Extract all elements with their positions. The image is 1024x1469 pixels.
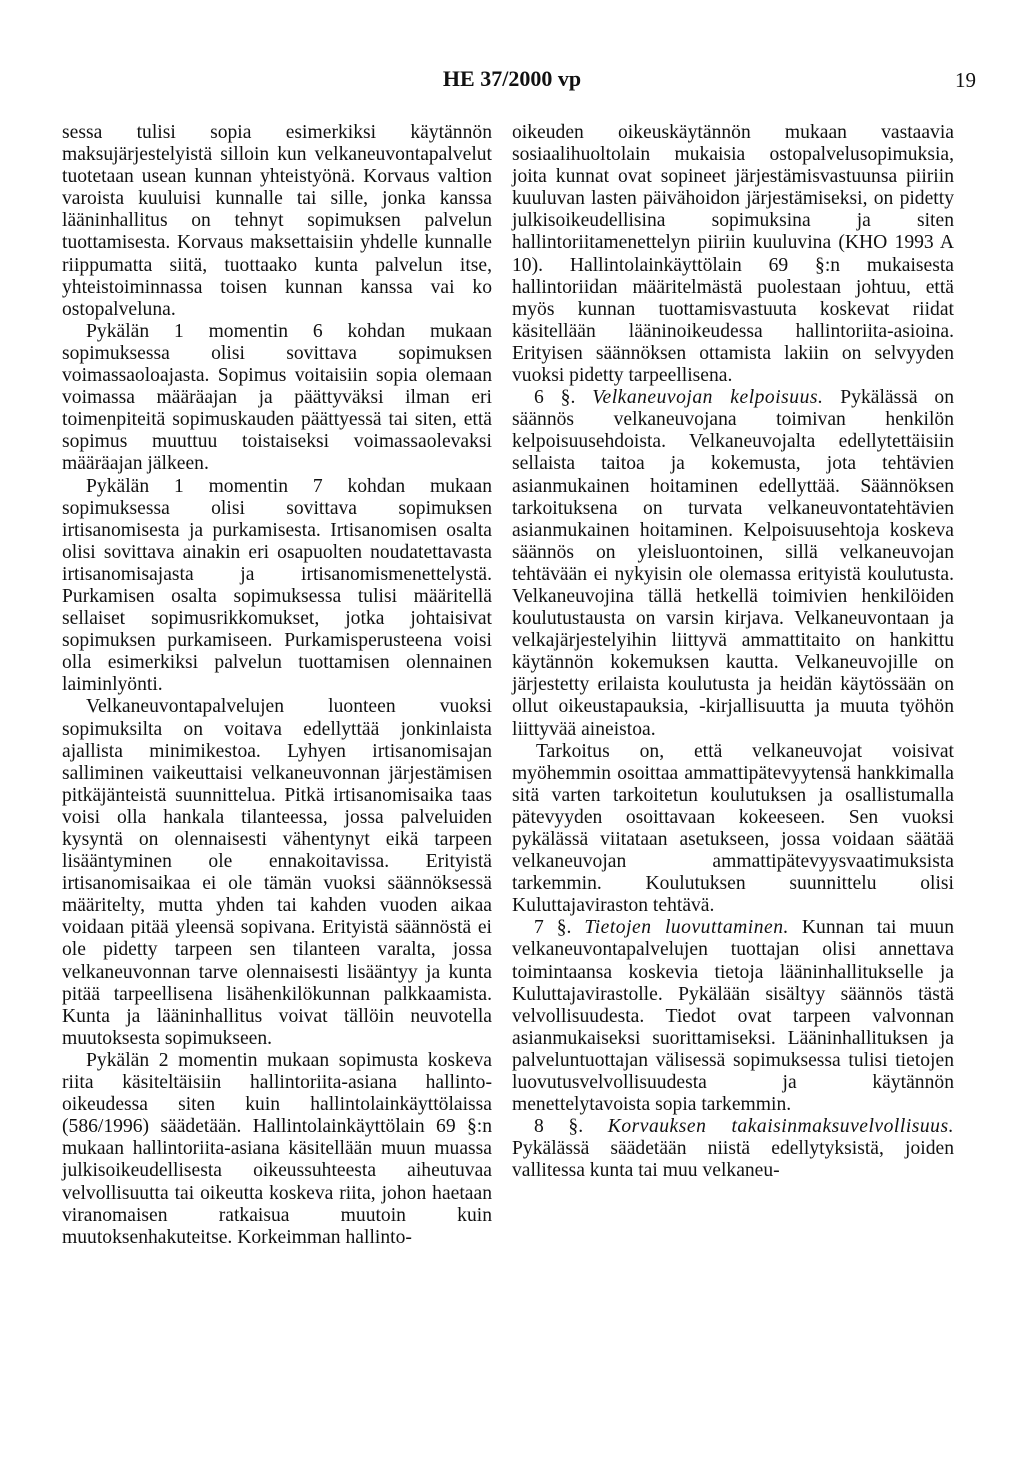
- paragraph: Pykälän 2 momentin mukaan sopimusta koskeva riita käsiteltäisiin hallintoriita-asiana hallinto-oikeudessa siten kuin hallintolainkäyttölaissa (586/1996) säädetään. Hallintolainkäyttölain 69 §:n mukaan hallintoriita-asiana käsitellään muun muassa julkisoikeudellisesta oikeussuhteesta aiheutuvaa velvollisuutta tai oikeutta koskeva riita, johon haetaan viranomaisen ratkaisua muutoin kuin muutoksenhakuteitse. Korkeimman hallinto-: [62, 1049, 492, 1248]
- paragraph: sessa tulisi sopia esimerkiksi käytännön maksujärjestelyistä silloin kun velkaneuvontapalvelut tuotetaan usean kunnan yhteistyönä. Korvaus valtion varoista kuuluisi kunnalle tai sille, jonka kanssa lääninhallitus on tehnyt sopimuksen palvelun tuottamisesta. Korvaus maksettaisiin yhdelle kunnalle riippumatta siitä, tuottaako kunta palvelun itse, yhteistoiminnassa toisen kunnan kanssa vai ko ostopalveluna.: [62, 122, 492, 320]
- section-7: [512, 917, 954, 1116]
- section-number: 8 §.: [534, 1116, 584, 1138]
- section-number: 7 §.: [534, 917, 572, 939]
- paragraph: oikeuden oikeuskäytännön mukaan vastaavia sosiaalihuoltolain mukaisia ostopalvelusopimuksia, joita kunnat ovat sopineet järjestämisvastuunsa piiriin kuuluvan lasten päivähoidon järjestämiseksi, on pidetty julkisoikeudellisina sopimuksina ja siten hallintoriitamenettelyn piiriin kuuluvina (KHO 1993 A 10). Hallintolainkäyttölain 69 §:n mukaisesta hallintoriidan määritelmästä puolestaan johtuu, että myös kunnan tuottamisvastuuta koskevat riidat käsitellään lääninoikeudessa hallintoriita-asioina. Erityisen säännöksen ottamista lakiin on selvyyden vuoksi pidetty tarpeellisena.: [512, 122, 954, 387]
- right-column: [512, 122, 954, 1183]
- paragraph: Pykälän 1 momentin 7 kohdan mukaan sopimuksessa olisi sovittava sopimuksen irtisanomisesta ja purkamisesta. Irtisanomisen osalta olisi sovittava ainakin eri osapuolten noudatettavasta irtisanomisajasta ja irtisanomismenettelystä. Purkamisen osalta sopimuksessa tulisi määritellä sellaiset sopimusrikkomukset, jotka johtaisivat sopimuksen purkamiseen. Purkamisperusteena voisi olla esimerkiksi palvelun tuottamisen olennainen laiminlyönti.: [62, 475, 492, 696]
- paragraph: Pykälän 1 momentin 6 kohdan mukaan sopimuksessa olisi sovittava sopimuksen voimassaoloajasta. Sopimus voitaisiin sopia olemaan voimassa määräajan ja päättyväksi ilman eri toimenpiteitä sopimuskauden päättyessä tai siten, että sopimus muuttuu toistaiseksi voimassaolevaksi määräajan jälkeen.: [62, 320, 492, 475]
- section-8: [512, 1116, 954, 1182]
- section-title: Korvauksen takaisinmaksuvelvollisuus.: [607, 1116, 955, 1138]
- paragraph: Velkaneuvontapalvelujen luonteen vuoksi sopimuksilta on voitava edellyttää jonkinlaista ajallista minimikestoa. Lyhyen irtisanomisajan salliminen vaikeuttaisi velkaneuvonnan järjestämisen pitkäjänteistä suunnittelua. Pitkä irtisanomisaika taas voisi olla hankala tilanteessa, jossa palveluiden kysyntä on olennaisesti vähentynyt eikä tarpeen lisääntyminen ole ennakoitavissa. Erityistä irtisanomisaikaa ei ole tämän vuoksi säännöksessä määritelty, mutta yhden tai kahden vuoden aikaa voidaan pitää yleensä sopivana. Erityistä säännöstä ei ole pidetty tarpeen sen tilanteen varalta, jossa velkaneuvonnan tarve olennaisesti lisääntyy ja kunta pitää tarpeellisena lisähenkilökunnan palkkaamista. Kunta ja lääninhallitus voivat tällöin neuvotella muutoksesta sopimukseen.: [62, 696, 492, 1049]
- section-number: 6 §.: [534, 387, 576, 409]
- section-title: Tietojen luovuttaminen.: [584, 917, 789, 939]
- left-column: [62, 122, 492, 1249]
- section-6: [512, 387, 954, 741]
- paragraph: Tarkoitus on, että velkaneuvojat voisivat myöhemmin osoittaa ammattipätevyytensä hankkimalla sitä varten tarkoitetun koulutuksen ja osallistumalla pätevyyden osoittavaan kokeeseen. Sen vuoksi pykälässä viitataan asetukseen, jossa voidaan säätää velkaneuvojan ammattipätevyysvaatimuksista tarkemmin. Koulutuksen suunnittelu olisi Kuluttajaviraston tehtävä.: [512, 740, 954, 917]
- section-body: Pykälässä säädetään niistä edellytyksistä, joiden vallitessa kunta tai muu velkaneu-: [512, 1138, 954, 1182]
- section-body: Kunnan tai muun velkaneuvontapalvelujen tuottajan olisi annettava toimintaansa koskevia tietoja lääninhallitukselle ja Kuluttajavirastolle. Pykälään sisältyy säännös tästä velvollisuudesta. Tiedot ovat tarpeen valvonnan asianmukaiseksi suorittamiseksi. Lääninhallituksen ja palveluntuottajan välisessä sopimuksessa tulisi tietojen luovutusvelvollisuudesta ja käytännön menettelytavoista sopia tarkemmin.: [512, 917, 955, 1116]
- page-number: 19: [955, 68, 976, 92]
- section-title: Velkaneuvojan kelpoisuus.: [592, 387, 824, 409]
- document-reference: HE 37/2000 vp: [442, 66, 582, 91]
- section-body: Pykälässä on säännös velkaneuvojana toimivan henkilön kelpoisuusehdoista. Velkaneuvojalta edellytettäisiin sellaista taitoa ja kokemusta, jota tehtävien asianmukainen hoitaminen edellyttää. Säännöksen tarkoituksena on turvata velkaneuvontatehtävien asianmukainen hoitaminen. Kelpoisuusehtoja koskeva säännös on yleisluontoinen, sillä velkaneuvojan tehtävään ei nykyisin ole olemassa erityistä koulutusta. Velkaneuvojina tällä hetkellä toimivien henkilöiden koulutustausta on varsin kirjava. Velkaneuvontaan ja velkajärjestelyihin liittyvä ammattitaito on hankittu käytännön kokemuksen kautta. Velkaneuvojille on järjestetty erilaista koulutusta ja heidän käytössään on ollut oikeustapauksia, -kirjallisuutta ja muuta työhön liittyvää aineistoa.: [512, 387, 954, 740]
